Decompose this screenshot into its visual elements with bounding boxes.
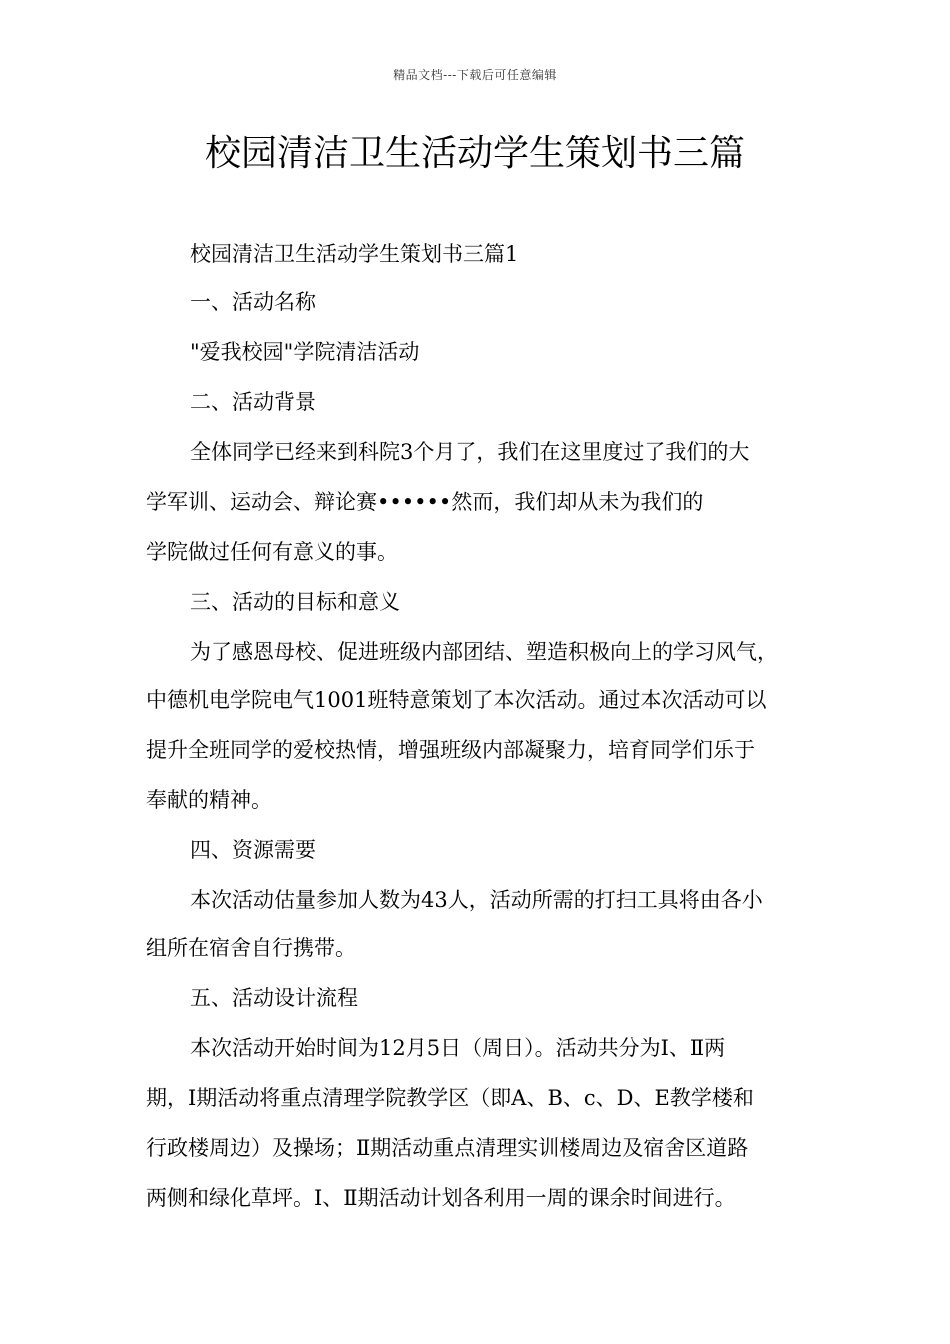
paragraph-line: 学院做过任何有意义的事。 (146, 540, 398, 564)
section-heading-resources: 四、资源需要 (190, 838, 316, 862)
paragraph-line: 全体同学已经来到科院3个月了，我们在这里度过了我们的大 (190, 440, 750, 464)
document-title: 校园清洁卫生活动学生策划书三篇 (204, 133, 745, 174)
paragraph-line: 期，Ⅰ期活动将重点清理学院教学区（即A、B、c、D、E教学楼和 (146, 1086, 754, 1110)
paragraph-line: 提升全班同学的爱校热情，增强班级内部凝聚力，培育同学们乐于 (146, 738, 755, 762)
header-note: 精品文档---下载后可任意编辑 (393, 68, 557, 82)
activity-name-text: "爱我校园"学院清洁活动 (190, 340, 420, 364)
paragraph-line: 本次活动估量参加人数为43人，活动所需的打扫工具将由各小 (190, 888, 763, 912)
paragraph-line: 学军训、运动会、辩论赛••••••然而，我们却从未为我们的 (146, 490, 704, 514)
paragraph-line: 组所在宿舍自行携带。 (146, 936, 356, 960)
section-heading-background: 二、活动背景 (190, 390, 316, 414)
paragraph-line: 本次活动开始时间为12月5日（周日）。活动共分为Ⅰ、Ⅱ两 (190, 1036, 726, 1060)
paragraph-line: 为了感恩母校、促进班级内部团结、塑造积极向上的学习风气， (190, 640, 778, 664)
section-heading-name: 一、活动名称 (190, 290, 316, 314)
section-heading-goals: 三、活动的目标和意义 (190, 590, 400, 614)
section-heading-process: 五、活动设计流程 (190, 986, 358, 1010)
paragraph-line: 奉献的精神。 (146, 788, 272, 812)
section-subtitle: 校园清洁卫生活动学生策划书三篇1 (190, 242, 519, 266)
paragraph-line: 两侧和绿化草坪。Ⅰ、Ⅱ期活动计划各利用一周的课余时间进行。 (146, 1186, 736, 1210)
paragraph-line: 中德机电学院电气1001班特意策划了本次活动。通过本次活动可以 (146, 688, 767, 712)
paragraph-line: 行政楼周边）及操场；Ⅱ期活动重点清理实训楼周边及宿舍区道路 (146, 1136, 749, 1160)
